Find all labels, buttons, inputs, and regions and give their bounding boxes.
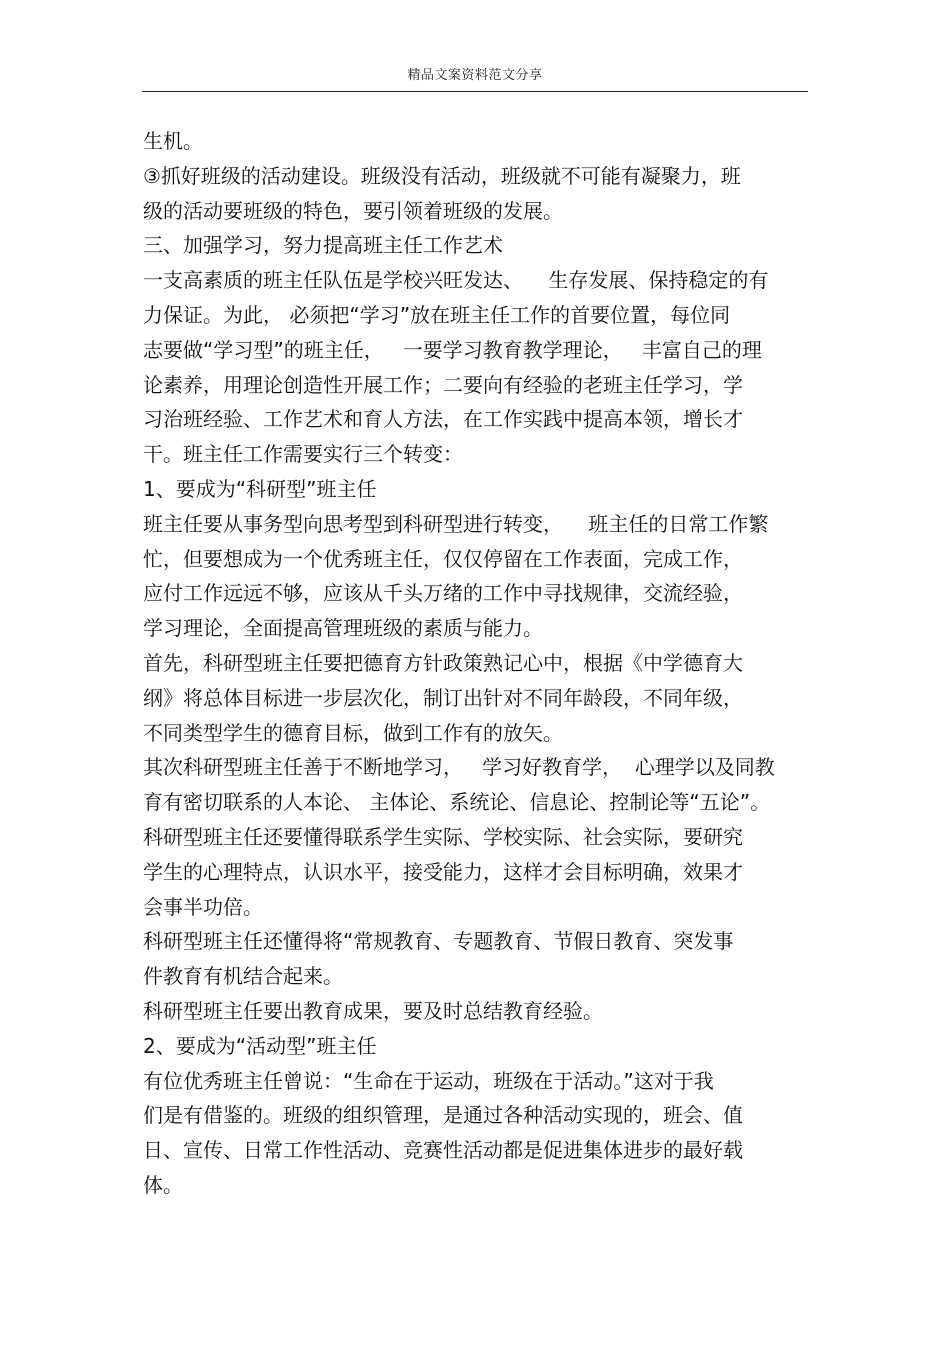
text-line: 件教育有机结合起来。 (143, 964, 343, 989)
text-line: ③抓好班级的活动建设。班级没有活动，班级就不可能有凝聚力，班 (143, 163, 741, 188)
text-line: 习治班经验、工作艺术和育人方法，在工作实践中提高本领，增长才 (143, 407, 743, 432)
text-line: 不同类型学生的德育目标，做到工作有的放矢。 (143, 720, 563, 745)
text-line: 干。班主任工作需要实行三个转变： (143, 442, 463, 467)
text-line: 首先，科研型班主任要把德育方针政策熟记心中，根据《中学德育大 (143, 650, 743, 675)
text-line: 志要做“学习型”的班主任， 一要学习教育教学理论， 丰富自己的理 (143, 337, 762, 362)
header-divider (142, 91, 808, 92)
text-line: 科研型班主任还懂得将“常规教育、专题教育、节假日教育、突发事 (143, 929, 734, 954)
text-line: 1、要成为“科研型”班主任 (143, 476, 377, 501)
text-line: 日、宣传、日常工作性活动、竞赛性活动都是促进集体进步的最好载 (143, 1138, 743, 1163)
page-header: 精品文案资料范文分享 (407, 68, 543, 83)
text-line: 论素养，用理论创造性开展工作；二要向有经验的老班主任学习，学 (143, 372, 743, 397)
text-line: 育有密切联系的人本论、 主体论、系统论、信息论、控制论等“五论”。 (143, 790, 771, 815)
text-line: 其次科研型班主任善于不断地学习， 学习好教育学， 心理学以及同教 (143, 755, 775, 780)
text-line: 2、要成为“活动型”班主任 (143, 1033, 377, 1058)
text-line: 会事半功倍。 (143, 894, 263, 919)
text-line: 科研型班主任要出教育成果，要及时总结教育经验。 (143, 998, 603, 1023)
text-line: 学习理论，全面提高管理班级的素质与能力。 (143, 616, 543, 641)
text-line: 班主任要从事务型向思考型到科研型进行转变， 班主任的日常工作繁 (143, 511, 769, 536)
text-line: 有位优秀班主任曾说：“生命在于运动，班级在于活动。”这对于我 (143, 1068, 714, 1093)
text-line: 级的活动要班级的特色，要引领着班级的发展。 (143, 198, 563, 223)
text-line: 力保证。为此， 必须把“学习”放在班主任工作的首要位置，每位同 (143, 302, 731, 327)
document-body (143, 124, 808, 1203)
text-line: 体。 (143, 1172, 183, 1197)
text-line: 科研型班主任还要懂得联系学生实际、学校实际、社会实际，要研究 (143, 824, 743, 849)
text-line: 忙，但要想成为一个优秀班主任，仅仅停留在工作表面，完成工作， (143, 546, 743, 571)
text-line: 学生的心理特点，认识水平，接受能力，这样才会目标明确，效果才 (143, 859, 743, 884)
text-line: 应付工作远远不够，应该从千头万绪的工作中寻找规律，交流经验， (143, 581, 743, 606)
text-line: 们是有借鉴的。班级的组织管理，是通过各种活动实现的，班会、值 (143, 1103, 743, 1128)
text-line: 生机。 (143, 129, 203, 153)
text-line: 三、加强学习，努力提高班主任工作艺术 (143, 233, 503, 258)
text-line: 一支高素质的班主任队伍是学校兴旺发达、 生存发展、保持稳定的有 (143, 268, 769, 293)
text-line: 纲》将总体目标进一步层次化，制订出针对不同年龄段，不同年级， (143, 685, 743, 710)
